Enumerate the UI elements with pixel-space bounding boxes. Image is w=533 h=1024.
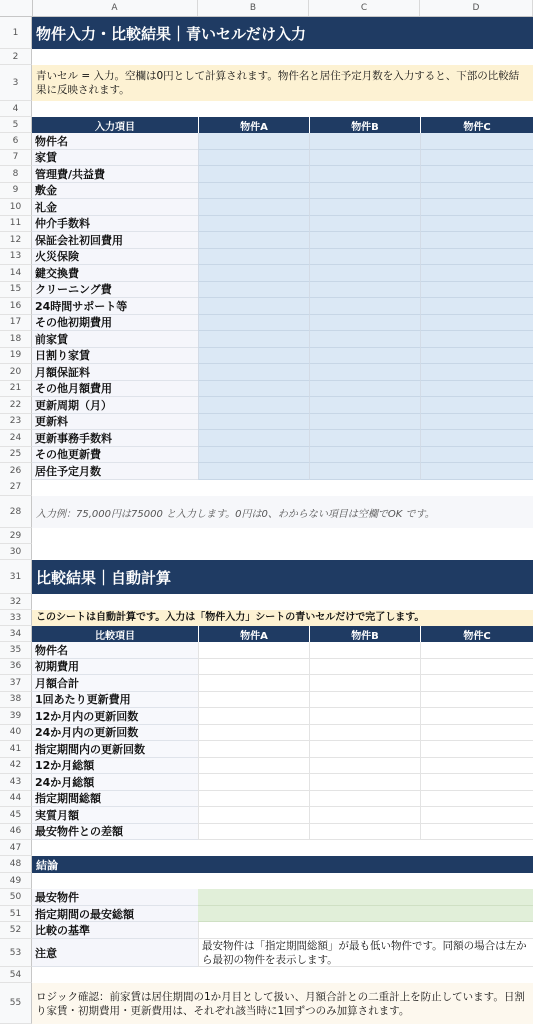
input-row	[0, 150, 533, 167]
input-cell-property-a[interactable]	[198, 397, 309, 414]
input-cell-property-a[interactable]	[198, 166, 309, 183]
input-row	[0, 364, 533, 381]
input-item-label[interactable]: 居住予定月数	[32, 463, 198, 480]
result-cell-property-b[interactable]	[309, 807, 420, 824]
result-cell-property-c[interactable]	[420, 758, 533, 775]
row-number[interactable]: 26	[0, 463, 32, 480]
row-2	[0, 49, 533, 65]
row-number[interactable]: 29	[0, 528, 32, 544]
row-number[interactable]: 39	[0, 708, 32, 725]
result-cell-property-c[interactable]	[420, 659, 533, 676]
result-cell-property-b[interactable]	[309, 725, 420, 742]
input-cell-property-a[interactable]	[198, 232, 309, 249]
row-54	[0, 967, 533, 983]
input-cell-property-a[interactable]	[198, 183, 309, 200]
input-cell-property-a[interactable]	[198, 133, 309, 150]
row-number[interactable]: 55	[0, 983, 32, 1024]
result-cell-property-c[interactable]	[420, 807, 533, 824]
input-cell-property-a[interactable]	[198, 364, 309, 381]
input-cell-property-b[interactable]	[309, 414, 420, 431]
row-number[interactable]: 34	[0, 626, 32, 642]
row-number[interactable]: 14	[0, 265, 32, 282]
row-33	[0, 610, 533, 626]
input-item-label[interactable]: その他更新費	[32, 447, 198, 464]
row-number[interactable]: 40	[0, 725, 32, 742]
conclusion-value[interactable]	[198, 889, 533, 906]
result-cell-property-b[interactable]	[309, 675, 420, 692]
row-number[interactable]: 20	[0, 364, 32, 381]
row-number[interactable]: 32	[0, 594, 32, 610]
input-cell-property-c[interactable]	[420, 348, 533, 365]
result-item-label[interactable]: 24か月内の更新回数	[32, 725, 198, 742]
result-cell-property-a[interactable]	[198, 824, 309, 841]
input-header-item[interactable]: 入力項目	[32, 117, 198, 133]
result-row	[0, 758, 533, 775]
column-header-a[interactable]: A	[32, 0, 198, 16]
input-item-label[interactable]: 火災保険	[32, 249, 198, 266]
row-number[interactable]: 3	[0, 65, 32, 101]
result-cell-property-b[interactable]	[309, 708, 420, 725]
result-row	[0, 824, 533, 841]
input-row	[0, 348, 533, 365]
result-item-label[interactable]: 物件名	[32, 642, 198, 659]
result-row	[0, 774, 533, 791]
result-cell-property-c[interactable]	[420, 692, 533, 709]
input-row	[0, 381, 533, 398]
input-example-note[interactable]: 入力例：75,000円は75000 と入力します。0円は0、わからない項目は空欄でOK です。	[32, 496, 533, 528]
result-item-label[interactable]: 12か月総額	[32, 758, 198, 775]
result-row	[0, 692, 533, 709]
result-cell-property-a[interactable]	[198, 725, 309, 742]
row-number[interactable]: 22	[0, 397, 32, 414]
row-number[interactable]: 4	[0, 101, 32, 117]
result-cell-property-a[interactable]	[198, 675, 309, 692]
input-cell-property-b[interactable]	[309, 166, 420, 183]
input-row	[0, 315, 533, 332]
result-cell-property-b[interactable]	[309, 824, 420, 841]
input-cell-property-c[interactable]	[420, 216, 533, 233]
input-cell-property-b[interactable]	[309, 282, 420, 299]
conclusion-item-label[interactable]: 注意	[32, 939, 198, 967]
input-header-property-a[interactable]: 物件A	[198, 117, 309, 133]
input-cell-property-b[interactable]	[309, 249, 420, 266]
input-cell-property-c[interactable]	[420, 150, 533, 167]
row-number[interactable]: 38	[0, 692, 32, 709]
input-cell-property-b[interactable]	[309, 315, 420, 332]
row-number[interactable]: 48	[0, 856, 32, 873]
input-cell-property-a[interactable]	[198, 348, 309, 365]
input-cell-property-c[interactable]	[420, 397, 533, 414]
result-item-label[interactable]: 12か月内の更新回数	[32, 708, 198, 725]
result-row	[0, 642, 533, 659]
row-5	[0, 117, 533, 133]
row-number[interactable]: 53	[0, 939, 32, 967]
result-row	[0, 659, 533, 676]
input-instruction[interactable]: 青いセル = 入力。空欄は0円として計算されます。物件名と居住予定月数を入力すると、下部の比較結果に反映されます。	[32, 65, 533, 101]
result-row	[0, 675, 533, 692]
row-number[interactable]: 44	[0, 791, 32, 808]
row-number[interactable]: 23	[0, 414, 32, 431]
row-number[interactable]: 33	[0, 610, 32, 626]
result-item-label[interactable]: 1回あたり更新費用	[32, 692, 198, 709]
row-number[interactable]: 49	[0, 873, 32, 889]
result-cell-property-c[interactable]	[420, 824, 533, 841]
result-cell-property-c[interactable]	[420, 774, 533, 791]
row-number[interactable]: 2	[0, 49, 32, 65]
column-header-b[interactable]: B	[198, 0, 309, 16]
input-row	[0, 298, 533, 315]
input-cell-property-c[interactable]	[420, 282, 533, 299]
row-number[interactable]: 8	[0, 166, 32, 183]
input-cell-property-a[interactable]	[198, 150, 309, 167]
result-cell-property-c[interactable]	[420, 725, 533, 742]
result-cell-property-a[interactable]	[198, 708, 309, 725]
input-header-property-c[interactable]: 物件C	[420, 117, 533, 133]
row-number[interactable]: 51	[0, 906, 32, 922]
row-number[interactable]: 42	[0, 758, 32, 775]
result-cell-property-b[interactable]	[309, 774, 420, 791]
result-cell-property-a[interactable]	[198, 741, 309, 758]
input-cell-property-a[interactable]	[198, 265, 309, 282]
result-cell-property-c[interactable]	[420, 791, 533, 808]
input-item-label[interactable]: 更新事務手数料	[32, 430, 198, 447]
conclusion-value[interactable]	[198, 922, 533, 939]
row-number[interactable]: 21	[0, 381, 32, 398]
row-number[interactable]: 11	[0, 216, 32, 233]
result-row	[0, 807, 533, 824]
column-header-c[interactable]: C	[309, 0, 420, 16]
input-row	[0, 463, 533, 480]
input-cell-property-c[interactable]	[420, 249, 533, 266]
row-number[interactable]: 54	[0, 967, 32, 983]
row-number[interactable]: 36	[0, 659, 32, 676]
input-cell-property-b[interactable]	[309, 133, 420, 150]
result-item-label[interactable]: 指定期間総額	[32, 791, 198, 808]
result-cell-property-b[interactable]	[309, 642, 420, 659]
input-row	[0, 430, 533, 447]
row-number[interactable]: 37	[0, 675, 32, 692]
result-header-property-c[interactable]: 物件C	[420, 626, 533, 642]
row-1	[0, 17, 533, 49]
input-cell-property-c[interactable]	[420, 364, 533, 381]
conclusion-value[interactable]	[198, 906, 533, 922]
conclusion-banner[interactable]: 結論	[32, 856, 533, 873]
column-header-bar	[0, 0, 533, 17]
result-cell-property-c[interactable]	[420, 708, 533, 725]
row-number[interactable]: 28	[0, 496, 32, 528]
result-cell-property-c[interactable]	[420, 741, 533, 758]
input-cell-property-b[interactable]	[309, 397, 420, 414]
row-number[interactable]: 27	[0, 479, 32, 496]
input-cell-property-c[interactable]	[420, 414, 533, 431]
input-cell-property-a[interactable]	[198, 381, 309, 398]
row-55	[0, 983, 533, 1024]
input-cell-property-a[interactable]	[198, 447, 309, 464]
row-number[interactable]: 43	[0, 774, 32, 791]
row-number[interactable]: 46	[0, 824, 32, 841]
input-cell-property-a[interactable]	[198, 315, 309, 332]
result-title-banner[interactable]: 比較結果｜自動計算	[32, 560, 533, 594]
result-header-property-b[interactable]: 物件B	[309, 626, 420, 642]
result-item-label[interactable]: 24か月総額	[32, 774, 198, 791]
input-cell-property-b[interactable]	[309, 183, 420, 200]
row-30	[0, 544, 533, 560]
result-item-label[interactable]: 指定期間内の更新回数	[32, 741, 198, 758]
result-notice[interactable]: このシートは自動計算です。入力は「物件入力」シートの青いセルだけで完了します。	[32, 610, 533, 626]
input-cell-property-b[interactable]	[309, 199, 420, 216]
input-row	[0, 447, 533, 464]
result-item-label[interactable]: 月額合計	[32, 675, 198, 692]
conclusion-row	[0, 922, 533, 939]
row-27	[0, 479, 533, 496]
row-number[interactable]: 17	[0, 315, 32, 332]
result-cell-property-b[interactable]	[309, 659, 420, 676]
input-item-label[interactable]: その他月額費用	[32, 381, 198, 398]
input-cell-property-b[interactable]	[309, 232, 420, 249]
input-row	[0, 216, 533, 233]
input-row	[0, 183, 533, 200]
row-number[interactable]: 13	[0, 249, 32, 266]
result-row	[0, 791, 533, 808]
input-cell-property-a[interactable]	[198, 199, 309, 216]
input-cell-property-b[interactable]	[309, 364, 420, 381]
result-cell-property-a[interactable]	[198, 692, 309, 709]
logic-note[interactable]: ロジック確認：前家賃は居住期間の1か月目として扱い、月額合計との二重計上を防止しています。日割り家賃・初期費用・更新費用は、それぞれ該当時に1回ずつのみ加算されます。	[32, 983, 533, 1024]
input-item-label[interactable]: 物件名	[32, 133, 198, 150]
conclusion-item-label[interactable]: 比較の基準	[32, 922, 198, 939]
input-cell-property-c[interactable]	[420, 381, 533, 398]
input-item-label[interactable]: 更新料	[32, 414, 198, 431]
result-cell-property-b[interactable]	[309, 758, 420, 775]
row-number[interactable]: 5	[0, 117, 32, 133]
row-number[interactable]: 16	[0, 298, 32, 315]
row-number[interactable]: 52	[0, 922, 32, 939]
input-cell-property-b[interactable]	[309, 298, 420, 315]
input-item-label[interactable]: 保証会社初回費用	[32, 232, 198, 249]
input-item-label[interactable]: 更新周期（月）	[32, 397, 198, 414]
input-item-label[interactable]: クリーニング費	[32, 282, 198, 299]
input-item-label[interactable]: 礼金	[32, 199, 198, 216]
row-number[interactable]: 35	[0, 642, 32, 659]
input-row	[0, 249, 533, 266]
row-4	[0, 101, 533, 117]
result-row	[0, 725, 533, 742]
input-cell-property-b[interactable]	[309, 348, 420, 365]
row-number[interactable]: 47	[0, 840, 32, 856]
result-cell-property-a[interactable]	[198, 758, 309, 775]
row-29	[0, 528, 533, 544]
input-cell-property-b[interactable]	[309, 331, 420, 348]
row-number[interactable]: 6	[0, 133, 32, 150]
row-49	[0, 873, 533, 889]
input-header-property-b[interactable]: 物件B	[309, 117, 420, 133]
input-item-label[interactable]: 24時間サポート等	[32, 298, 198, 315]
input-cell-property-a[interactable]	[198, 463, 309, 480]
row-34	[0, 626, 533, 642]
input-cell-property-c[interactable]	[420, 315, 533, 332]
result-cell-property-a[interactable]	[198, 659, 309, 676]
row-number[interactable]: 10	[0, 199, 32, 216]
conclusion-row	[0, 939, 533, 967]
input-item-label[interactable]: 敷金	[32, 183, 198, 200]
input-item-label[interactable]: 月額保証料	[32, 364, 198, 381]
row-47	[0, 840, 533, 856]
result-item-label[interactable]: 最安物件との差額	[32, 824, 198, 841]
input-item-label[interactable]: 管理費/共益費	[32, 166, 198, 183]
input-cell-property-a[interactable]	[198, 430, 309, 447]
row-32	[0, 594, 533, 610]
input-item-label[interactable]: 日割り家賃	[32, 348, 198, 365]
row-number[interactable]: 25	[0, 447, 32, 464]
result-row	[0, 708, 533, 725]
result-cell-property-a[interactable]	[198, 642, 309, 659]
input-row	[0, 397, 533, 414]
row-48	[0, 856, 533, 873]
input-cell-property-b[interactable]	[309, 216, 420, 233]
input-cell-property-b[interactable]	[309, 447, 420, 464]
input-item-label[interactable]: 鍵交換費	[32, 265, 198, 282]
result-item-label[interactable]: 初期費用	[32, 659, 198, 676]
result-header-property-a[interactable]: 物件A	[198, 626, 309, 642]
input-cell-property-b[interactable]	[309, 430, 420, 447]
conclusion-row	[0, 906, 533, 922]
row-number[interactable]: 24	[0, 430, 32, 447]
result-cell-property-b[interactable]	[309, 791, 420, 808]
input-title-banner[interactable]: 物件入力・比較結果｜青いセルだけ入力	[32, 17, 533, 49]
input-cell-property-a[interactable]	[198, 249, 309, 266]
conclusion-item-label[interactable]: 最安物件	[32, 889, 198, 906]
input-cell-property-c[interactable]	[420, 166, 533, 183]
row-number[interactable]: 50	[0, 889, 32, 906]
row-number[interactable]: 9	[0, 183, 32, 200]
result-cell-property-b[interactable]	[309, 741, 420, 758]
input-cell-property-c[interactable]	[420, 447, 533, 464]
input-item-label[interactable]: その他初期費用	[32, 315, 198, 332]
conclusion-row	[0, 889, 533, 906]
input-cell-property-c[interactable]	[420, 331, 533, 348]
result-row	[0, 741, 533, 758]
input-cell-property-b[interactable]	[309, 150, 420, 167]
input-item-label[interactable]: 家賃	[32, 150, 198, 167]
input-cell-property-b[interactable]	[309, 463, 420, 480]
input-cell-property-c[interactable]	[420, 232, 533, 249]
row-number[interactable]: 12	[0, 232, 32, 249]
row-number[interactable]: 7	[0, 150, 32, 167]
row-31	[0, 560, 533, 594]
result-header-item[interactable]: 比較項目	[32, 626, 198, 642]
input-cell-property-c[interactable]	[420, 183, 533, 200]
row-number[interactable]: 19	[0, 348, 32, 365]
input-cell-property-a[interactable]	[198, 331, 309, 348]
input-item-label[interactable]: 仲介手数料	[32, 216, 198, 233]
row-3	[0, 65, 533, 101]
input-row	[0, 166, 533, 183]
row-number[interactable]: 15	[0, 282, 32, 299]
input-item-label[interactable]: 前家賃	[32, 331, 198, 348]
input-row	[0, 232, 533, 249]
input-cell-property-a[interactable]	[198, 414, 309, 431]
input-cell-property-c[interactable]	[420, 430, 533, 447]
result-item-label[interactable]: 実質月額	[32, 807, 198, 824]
select-all-corner[interactable]	[0, 0, 33, 16]
input-cell-property-c[interactable]	[420, 463, 533, 480]
input-row	[0, 199, 533, 216]
input-cell-property-a[interactable]	[198, 282, 309, 299]
result-cell-property-b[interactable]	[309, 692, 420, 709]
input-cell-property-c[interactable]	[420, 199, 533, 216]
row-number[interactable]: 45	[0, 807, 32, 824]
column-header-d[interactable]: D	[420, 0, 533, 16]
input-cell-property-c[interactable]	[420, 265, 533, 282]
input-cell-property-a[interactable]	[198, 298, 309, 315]
row-28	[0, 496, 533, 528]
row-number[interactable]: 31	[0, 560, 32, 594]
input-cell-property-c[interactable]	[420, 298, 533, 315]
result-cell-property-c[interactable]	[420, 642, 533, 659]
input-cell-property-c[interactable]	[420, 133, 533, 150]
input-cell-property-a[interactable]	[198, 216, 309, 233]
result-cell-property-c[interactable]	[420, 675, 533, 692]
conclusion-item-label[interactable]: 指定期間の最安総額	[32, 906, 198, 922]
input-row	[0, 133, 533, 150]
result-cell-property-a[interactable]	[198, 774, 309, 791]
row-number[interactable]: 41	[0, 741, 32, 758]
result-cell-property-a[interactable]	[198, 791, 309, 808]
input-cell-property-b[interactable]	[309, 265, 420, 282]
row-number[interactable]: 1	[0, 17, 32, 49]
input-cell-property-b[interactable]	[309, 381, 420, 398]
input-row	[0, 331, 533, 348]
input-row	[0, 265, 533, 282]
row-number[interactable]: 30	[0, 544, 32, 560]
input-row	[0, 282, 533, 299]
input-row	[0, 414, 533, 431]
row-number[interactable]: 18	[0, 331, 32, 348]
conclusion-value[interactable]: 最安物件は「指定期間総額」が最も低い物件です。同額の場合は左から最初の物件を表示します。	[198, 939, 533, 967]
result-cell-property-a[interactable]	[198, 807, 309, 824]
